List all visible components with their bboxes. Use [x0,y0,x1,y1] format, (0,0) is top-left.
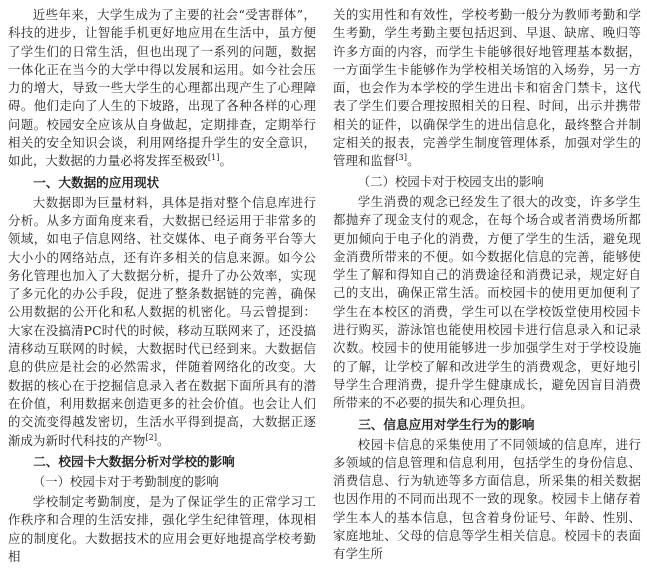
right-column [333,6,641,566]
section-heading-3: 三、信息应用对学生行为的影响 [358,416,535,432]
citation-1: [1] [207,153,220,163]
subsection-heading-2-1: （一）校园卡对于考勤制度的影响 [32,473,219,489]
section-1-paragraph [8,194,316,450]
section-heading-2: 二、校园卡大数据分析对学校的影响 [33,453,235,469]
subsection-2-1-continued-end: 。 [407,153,420,169]
section-1-end: 。 [157,432,170,448]
subsection-2-1-paragraph: 学校制定考勤制度，是为了保证学生的正常学习工作秩序和合理的生活安排，强化学生纪律管理，体现相应的制度化。大数据技术的应用会更好地提高学校考勤相 [8,494,316,565]
subsection-heading-2-2: （二）校园卡对于校园支出的影响 [357,173,544,189]
intro-end: 。 [219,153,232,169]
section-3-paragraph: 校园卡信息的采集使用了不同领域的信息库，进行多领域的信息管理和信息利用，包括学生的身份信息、消费信息、行为轨迹等多方面信息，所采集的相关数据也因作用的不同而出现不一致的现象。校园卡上储存着学生本人的基本信息，包含着身份证号、年龄、性别、家庭地址、父母的信息等学生相关信息。校园卡的表面有学生所 [333,436,641,562]
subsection-2-1-continued [333,6,641,171]
intro-text: 近些年来，大学生成为了主要的社会“受害群体”，科技的进步，让智能手机更好地应用在生活中，虽方便了学生们的日常生活，但也出现了一系列的问题，数据一体化正在当今的大学中得以发展和运用。如今社会压力的增大，导致一些大学生的心理都出现产生了心理障碍。他们走向了人生的下坡路，出现了各种各样的心理问题。校园安全应该从自身做起，定期排查，定期举行相关的安全知识会谈，利用网络提升学生的安全意识，如此，大数据的力量必将发挥至极致 [8,7,316,169]
citation-2: [2] [145,432,158,442]
section-1-text: 大数据即为巨量材料，具体是指对整个信息库进行分析。从多方面角度来看，大数据已经运用于非常多的领域，如电子信息网络、社交媒体、电子商务平台等大大小小的网络站点，还有许多相关的信息来源。如今公务化管理也加入了大数据分析，提升了办公效率，实现了多元化的办公手段，促进了整条数据链的完善，确保公用数据的公开化和私人数据的机密化。马云曾提到：大家在没搞清PC时代的时候，移动互联网来了，还没搞清移动互联网的时候，大数据时代已经到来。大数据信息的供应是社会的必然需求，伴随着网络化的改变。大数据的核心在于挖掘信息录入者在数据下面所具有的潜在价值，利用数据来创造更多的社会价值。也会让人们的交流变得越发密切，生活水平得到提高，大数据正逐渐成为新时代科技的产物 [8,194,316,448]
subsection-2-1-continued-text: 关的实用性和有效性，学校考勤一般分为教师考勤和学生考勤，学生考勤主要包括迟到、早退、缺席、晚归等许多方面的内容，而学生卡能够很好地管理基本数据，一方面学生卡能够作为学校相关场馆的入场券，另一方面，也会作为本学校的学生进出卡和宿舍门禁卡，这代表了学生们要合理按照相关的日程、时间，出示并携带相关的证件，以确保学生的进出信息化，最终整合并制定相关的报表，完善学生制度管理体系，加强对学生的管理和监督 [333,7,641,169]
subsection-2-2-paragraph: 学生消费的观念已经发生了很大的改变，许多学生都抛弃了现金支付的观念，在每个场合或者消费场所都更加倾向于电子化的消费，方便了学生的生活，避免现金消费所带来的不便。如今数据化信息的完善，能够使学生了解和得知自己的消费途径和消费记录，规定好自己的支出，确保正常生活。而校园卡的使用更加便利了学生在本校区的消费，学生可以在学校饭堂使用校园卡进行购买，游泳馆也能使用校园卡进行信息录入和记录次数。校园卡的使用能够进一步加强学生对于学校设施的了解，让学校了解和改进学生的消费观念，更好地引导学生合理消费，提升学生健康成长，避免因盲目消费所带来的不必要的损失和心理负担。 [333,193,641,411]
left-column [8,6,316,568]
citation-3: [3] [395,153,408,163]
intro-paragraph [8,6,316,171]
section-heading-1: 一、大数据的应用现状 [33,174,160,190]
